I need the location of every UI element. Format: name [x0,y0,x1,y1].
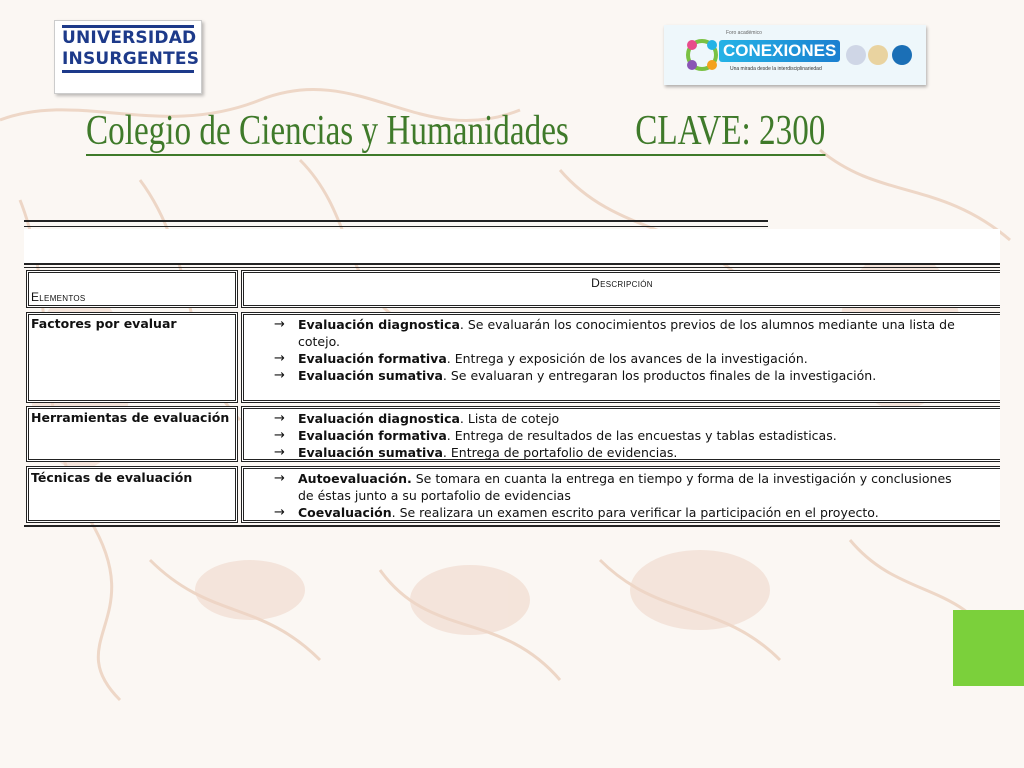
list-item: → Evaluación formativa. Entrega de resultados de las encuestas y tablas estadisticas. [274,428,837,443]
divider [24,226,768,227]
row-label-cell [26,406,238,462]
list-item-continuation: cotejo. [298,334,340,349]
list-item: → Evaluación diagnostica. Lista de cotejo [274,411,560,426]
accent-square [953,610,1024,686]
arrow-right-icon: → [274,317,285,332]
logo-bottom-bar [62,70,194,73]
arrow-right-icon: → [274,351,285,366]
header-descripcion: Descripción [591,276,653,290]
arrow-right-icon: → [274,428,285,443]
row-label: Factores por evaluar [31,316,177,331]
arrow-right-icon: → [274,471,285,486]
divider [24,525,1000,527]
divider [24,263,1000,265]
list-item: → Coevaluación. Se realizara un examen escrito para verificar la participación en el proyecto. [274,505,879,520]
page-title: Colegio de Ciencias y Humanidades CLAVE: 2300 [86,108,826,154]
header-cell-descripcion [241,270,1000,308]
list-item: → Evaluación formativa. Entrega y exposición de los avances de la investigación. [274,351,808,366]
divider [24,220,768,222]
header-elementos: Elementos [31,290,86,304]
divider [24,267,1000,268]
arrow-right-icon: → [274,505,285,520]
row-label-cell [26,466,238,523]
row-description-cell [241,312,1000,403]
list-item: → Evaluación sumativa. Se evaluaran y entregaran los productos finales de la investigación. [274,368,877,383]
universidad-insurgentes-logo [54,20,202,94]
header-cell-elementos [26,270,238,308]
conexiones-subtitle: Foro académico [726,30,762,36]
arrow-right-icon: → [274,368,285,383]
arrow-right-icon: → [274,411,285,426]
row-description-cell [241,466,1000,523]
list-item: → Evaluación diagnostica. Se evaluarán los conocimientos previos de los alumnos mediante una lista de [274,317,955,332]
conexiones-tagline: Una mirada desde la interdisciplinariedad [730,66,822,72]
logo-line-1: UNIVERSIDAD [62,28,197,48]
row-label-cell [26,312,238,403]
row-label: Técnicas de evaluación [31,470,193,485]
row-label: Herramientas de evaluación [31,410,230,425]
arrow-right-icon: → [274,445,285,460]
row-description-cell [241,406,1000,462]
list-item-continuation: de éstas junto a su portafolio de evidencias [298,488,571,503]
conexiones-logo [664,25,926,85]
logo-line-2: INSURGENTES [62,49,200,69]
list-item: → Autoevaluación. Se tomara en cuanta la entrega en tiempo y forma de la investigación y conclusiones [274,471,952,486]
conexiones-wordmark: CONEXIONES [719,40,840,62]
table-top-band [24,229,1000,263]
list-item: → Evaluación sumativa. Entrega de portafolio de evidencias. [274,445,678,460]
